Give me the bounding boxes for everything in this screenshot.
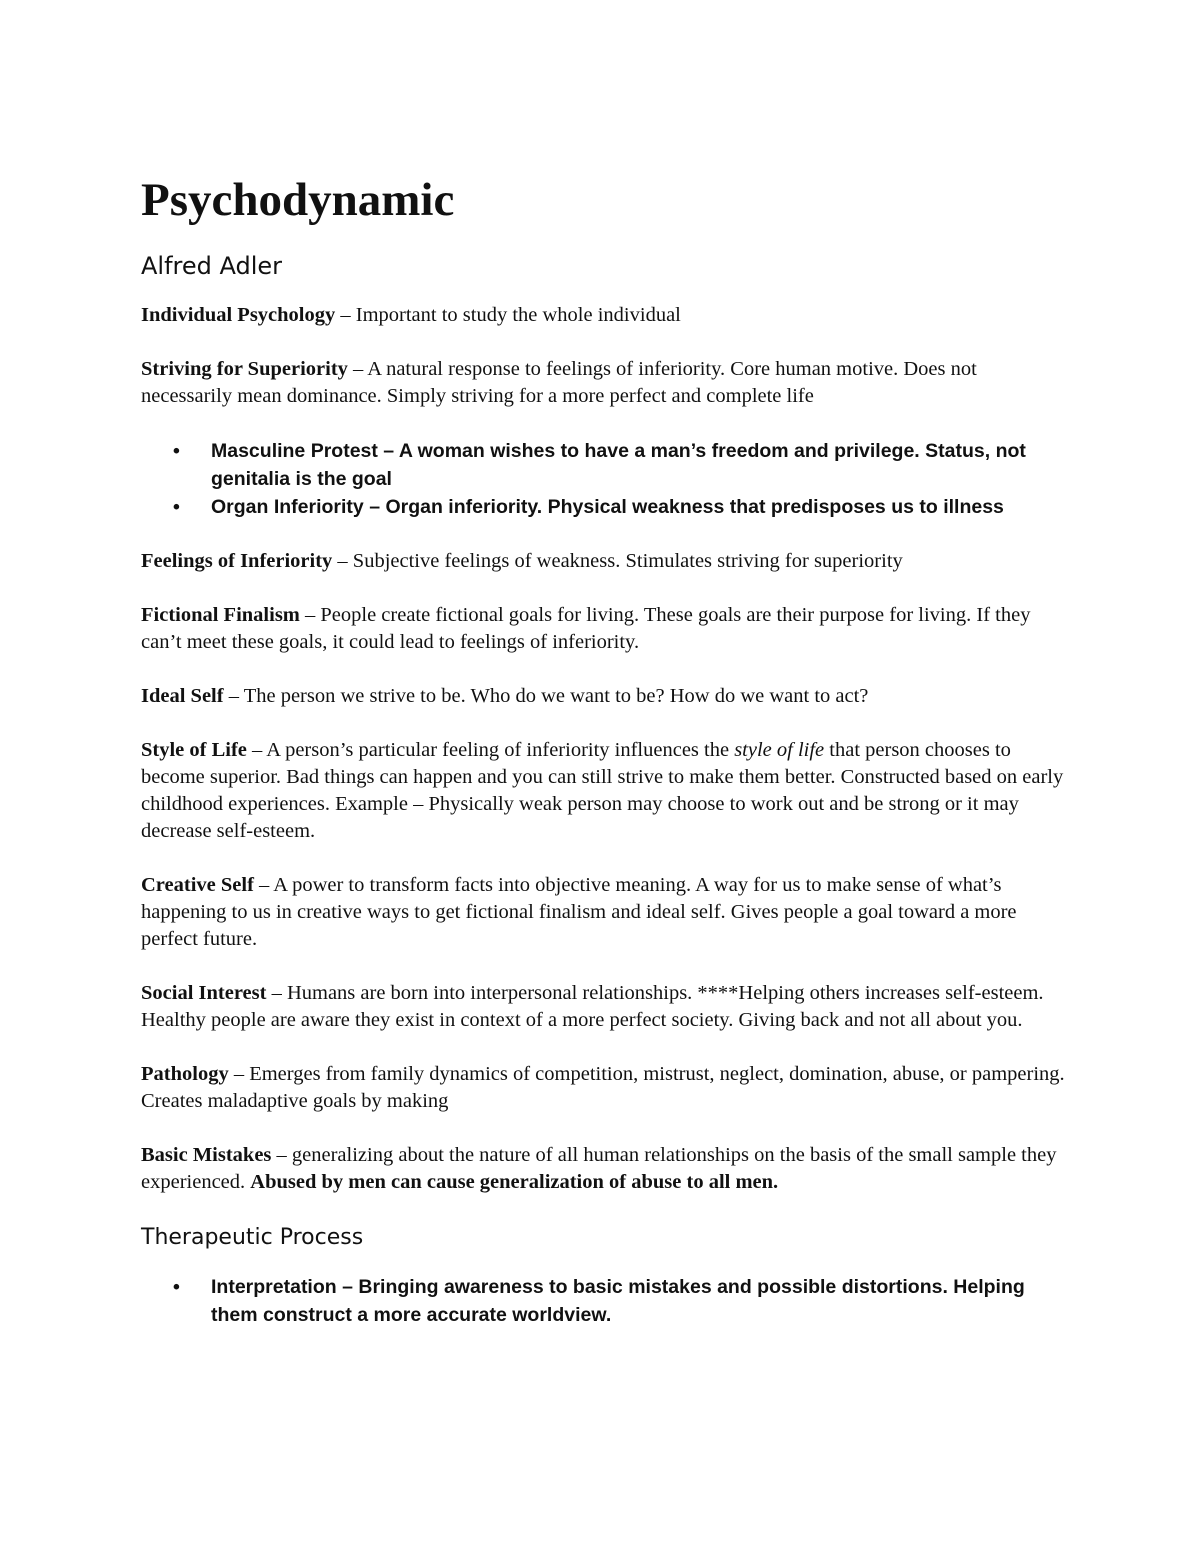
term-label: Feelings of Inferiority [141,550,333,572]
term-label: Social Interest [141,982,267,1004]
list-item [141,1273,1066,1329]
bullet-icon: • [173,496,180,518]
term-paragraph [141,980,1066,1034]
term-paragraph [141,1061,1066,1115]
term-label: Style of Life [141,739,247,761]
term-paragraph [141,548,1066,575]
term-definition: – Emerges from family dynamics of competition, mistrust, neglect, domination, abuse, or pampering. Creates maladaptive goals by making [141,1063,1065,1112]
term-paragraph [141,302,1066,329]
term-label: Fictional Finalism [141,604,300,626]
italic-phrase: style of life [734,739,825,761]
term-definition: – Organ inferiority. Physical weakness that predisposes us to illness [363,496,1004,518]
bold-emphasis: Abused by men can cause generalization of abuse to all men. [250,1171,779,1193]
term-definition: – A person’s particular feeling of inferiority influences the [246,739,735,761]
bullet-icon: • [173,440,180,462]
term-definition: – generalizing about the nature of all human relationships on the basis of the small sample they experienced. [141,1144,1057,1193]
list-item [141,493,1066,521]
term-paragraph [141,872,1066,953]
term-paragraph [141,356,1066,410]
page-title: Psychodynamic [141,174,455,226]
term-label: Ideal Self [141,685,224,707]
term-definition: – Important to study the whole individual [335,304,681,326]
term-definition: – Subjective feelings of weakness. Stimulates striving for superiority [332,550,903,572]
list-item [141,437,1066,493]
subtitle-heading: Alfred Adler [141,252,283,280]
term-label: Masculine Protest [211,440,378,462]
term-paragraph [141,737,1066,845]
bullet-list [141,437,1066,521]
term-label: Basic Mistakes [141,1144,272,1166]
document-page [141,170,1066,1356]
term-paragraph [141,683,1066,710]
term-definition: – People create fictional goals for living. These goals are their purpose for living. If they can’t meet these goals, it could lead to feelings of inferiority. [141,604,1031,653]
term-definition: – Humans are born into interpersonal relationships. ****Helping others increases self-esteem. Healthy people are aware they exist in context of a more perfect society. Giving back and not all about you. [141,982,1044,1031]
term-paragraph [141,1142,1066,1196]
bullet-icon: • [173,1276,180,1298]
term-definition: – The person we strive to be. Who do we want to be? How do we want to act? [223,685,869,707]
term-paragraph [141,602,1066,656]
term-label: Individual Psychology [141,304,336,326]
term-definition: – A power to transform facts into objective meaning. A way for us to make sense of what’s happening to us in creative ways to get fictional finalism and ideal self. Gives people a goal toward a more perfect future. [141,874,1017,950]
term-label: Organ Inferiority [211,496,364,518]
term-definition: – A natural response to feelings of inferiority. Core human motive. Does not necessarily mean dominance. Simply striving for a more perfect and complete life [141,358,977,407]
term-label: Pathology [141,1063,229,1085]
term-definition: – Bringing awareness to basic mistakes and possible distortions. Helping them construct a more accurate worldview. [211,1276,1025,1326]
section-heading: Therapeutic Process [141,1225,364,1250]
term-label: Interpretation [211,1276,337,1298]
bullet-list [141,1273,1066,1329]
term-definition: – A woman wishes to have a man’s freedom and privilege. Status, not genitalia is the goal [211,440,1026,490]
term-definition-continued: that person chooses to become superior. Bad things can happen and you can still strive to make them better. Constructed based on early childhood experiences. Example – Physically weak person may choose to work out and be strong or it may decrease self-esteem. [141,739,1064,842]
term-label: Creative Self [141,874,254,896]
term-label: Striving for Superiority [141,358,348,380]
